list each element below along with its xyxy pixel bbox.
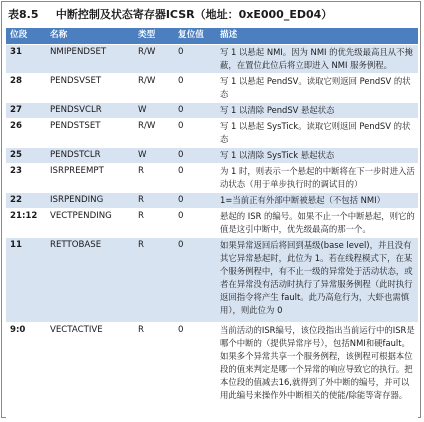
cell-description: 为 1 时，则表示一个悬起的中断将在下一步时进入活动状态（用于单步执行时的调试目的） [216, 164, 418, 193]
cell-bits: 27 [6, 103, 46, 119]
cell-reset: 0 [174, 148, 216, 164]
cell-reset: 0 [174, 119, 216, 148]
cell-description: 如果异常返回后将回到基级(base level)，并且没有其它异常悬起时，此位为 1。若在线程模式下，在某个服务例程中，有不止一级的异常处于活动状态，或者在异常没有活动时执行了异常服务例程（此时执行返回指令将产生 fault。此乃高危行为，大虾也需慎用），则此位为 0 [216, 238, 418, 323]
cell-name: PENDSVSET [46, 74, 134, 103]
header-reset: 复位值 [174, 28, 216, 45]
header-description: 描述 [216, 28, 418, 45]
cell-description: 当前活动的ISR编号，该位段指出当前运行中的ISR是哪个中断的（提供异常序号），包括NMI和硬fault。如果多个异常共享一个服务例程，该例程可根据本位段的值来判定是哪一个异常的响应导致它的执行。把本位段的值减去16,就得到了外中断的编号，并可以用此编号来操作外中断相关的使能/除能等寄存器。 [216, 323, 418, 422]
cell-type: R [134, 238, 174, 323]
table-frame [1, 1, 421, 418]
cell-bits: 26 [6, 119, 46, 148]
cell-type: R/W [134, 45, 174, 74]
cell-type: R [134, 193, 174, 209]
cell-reset: 0 [174, 193, 216, 209]
cell-name: VECTACTIVE [46, 323, 134, 422]
table-row [6, 164, 418, 193]
cell-reset: 0 [174, 103, 216, 119]
cell-type: R/W [134, 74, 174, 103]
table-row [6, 74, 418, 103]
cell-bits: 9:0 [6, 323, 46, 422]
table-caption [8, 6, 332, 24]
header-type: 类型 [134, 28, 174, 45]
cell-bits: 22 [6, 193, 46, 209]
cell-description: 写 1 以悬起 NMI。因为 NMI 的优先级最高且从不掩蔽，在置位此位后将立即进入 NMI 服务例程。 [216, 45, 418, 74]
icsr-register-table [6, 28, 418, 422]
cell-name: PENDSTSET [46, 119, 134, 148]
cell-bits: 21:12 [6, 209, 46, 238]
table-row [6, 45, 418, 74]
cell-description: 悬起的 ISR 的编号。如果不止一个中断悬起，则它的值是这引中断中，优先级最高的那一个。 [216, 209, 418, 238]
cell-bits: 25 [6, 148, 46, 164]
table-row [6, 148, 418, 164]
table-row [6, 119, 418, 148]
cell-type: R [134, 323, 174, 422]
cell-name: VECTPENDING [46, 209, 134, 238]
cell-type: R [134, 209, 174, 238]
cell-reset: 0 [174, 209, 216, 238]
cell-bits: 31 [6, 45, 46, 74]
table-row [6, 103, 418, 119]
table-number: 表8.5 [8, 8, 39, 21]
table-title: 中断控制及状态寄存器ICSR（地址：0xE000_ED04） [55, 8, 333, 21]
cell-bits: 28 [6, 74, 46, 103]
cell-type: W [134, 148, 174, 164]
cell-reset: 0 [174, 164, 216, 193]
cell-bits: 23 [6, 164, 46, 193]
cell-description: 写 1 以悬起 PendSV。读取它则返回 PendSV 的状态 [216, 74, 418, 103]
cell-type: R/W [134, 119, 174, 148]
cell-reset: 0 [174, 238, 216, 323]
cell-name: NMIPENDSET [46, 45, 134, 74]
cell-reset: 0 [174, 45, 216, 74]
header-bits: 位段 [6, 28, 46, 45]
cell-type: R [134, 164, 174, 193]
header-name: 名称 [46, 28, 134, 45]
table-header-row [6, 28, 418, 45]
cell-description: 写 1 以清除 SysTick 悬起状态 [216, 148, 418, 164]
cell-description: 写 1 以悬起 SysTick。读取它则返回 PendSV 的状态 [216, 119, 418, 148]
cell-name: PENDSTCLR [46, 148, 134, 164]
table-row [6, 209, 418, 238]
cell-name: RETTOBASE [46, 238, 134, 323]
cell-bits: 11 [6, 238, 46, 323]
cell-name: ISRPENDING [46, 193, 134, 209]
cell-reset: 0 [174, 323, 216, 422]
table-row [6, 193, 418, 209]
cell-name: PENDSVCLR [46, 103, 134, 119]
cell-description: 1=当前正有外部中断被悬起（不包括 NMI） [216, 193, 418, 209]
table-row [6, 238, 418, 323]
cell-reset: 0 [174, 74, 216, 103]
table-row [6, 323, 418, 422]
cell-name: ISRPREEMPT [46, 164, 134, 193]
cell-description: 写 1 以清除 PendSV 悬起状态 [216, 103, 418, 119]
cell-type: W [134, 103, 174, 119]
